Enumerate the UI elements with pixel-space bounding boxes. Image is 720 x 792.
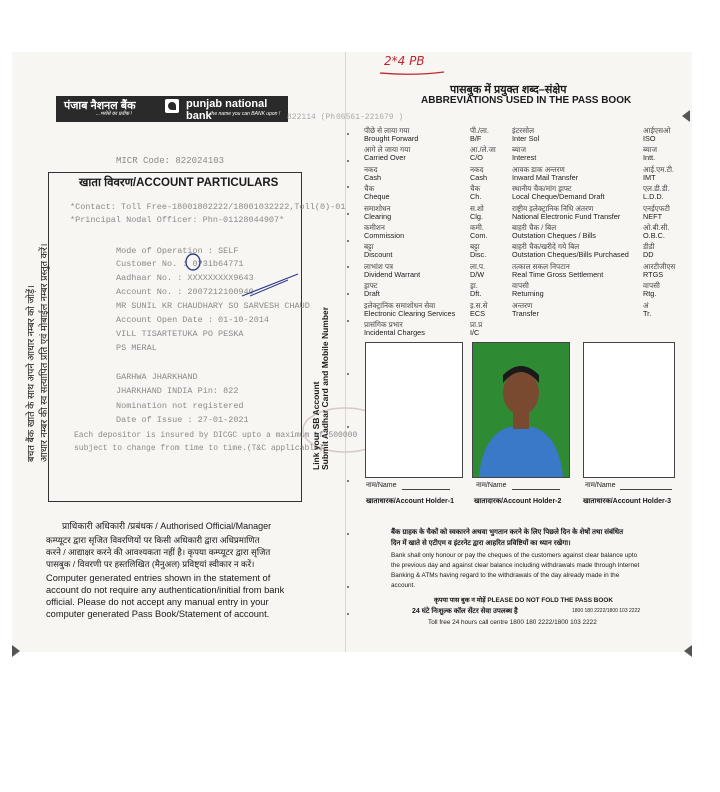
dicgc-insurance-line: Each depositor is insured by DICGC upto a maximum of 500000: [74, 431, 358, 440]
corner-marker: [12, 645, 20, 657]
bank-tagline-english: ...the name you can BANK upon !: [206, 111, 281, 117]
abbr-col1-hindi: पीछे से लाया गया: [364, 126, 410, 135]
abbr-col2-hindi: वापसी: [512, 281, 529, 291]
account-open-date: Account Open Date : 01-10-2014: [116, 315, 270, 325]
abbr-col1-hindi: इलेक्ट्रानिक समाशोधन सेवा: [364, 300, 436, 310]
pnb-logo-icon: [165, 99, 179, 113]
notice-english-line-1: Bank shall only honour or pay the cheques of the customers against clear balance upto: [391, 552, 638, 559]
abbr-col1-hindi: नकद: [364, 164, 378, 174]
abbr-col1-abbr-hindi: इ.स.से: [470, 300, 488, 310]
abbr-col2-abbr-hindi: ब्याज: [643, 145, 657, 155]
account-number: Account No. : 2007212100940: [116, 287, 254, 297]
abbr-col1-hindi: बट्टा: [364, 242, 374, 252]
abbr-col2-abbr-hindi: एनईएफटी: [643, 203, 670, 213]
abbr-col1-abbr: I/C: [470, 328, 480, 337]
abbr-col1-hindi: कमीशन: [364, 223, 385, 232]
abbr-col2-term: Interest: [512, 153, 537, 163]
account-holder-2-label: खातादारक/Account Holder-2: [474, 498, 562, 505]
abbr-col1-abbr: Dft.: [470, 289, 482, 299]
notice-hindi-line-1: बैंक ग्राहक के चैकों को स्वकारने अथवा भुगतान करने के लिए पिछले दिन के शेषों तथा संबंधित: [391, 529, 624, 536]
abbr-col2-abbr: Rtg.: [643, 289, 657, 299]
bank-tagline-hindi: ...भरोसे का प्रतीक !: [96, 111, 132, 117]
abbr-col1-hindi: प्रासंगिक प्रभार: [364, 320, 403, 329]
abbr-col2-term: Inward Mail Transfer: [512, 172, 579, 182]
abbr-col1-hindi: लाभांश पत्र: [364, 261, 394, 271]
abbr-col2-hindi: स्थानीय चैक/मांग ड्राफ्ट: [512, 184, 572, 194]
address-line-2: PS MERAL: [116, 343, 157, 353]
english-disclaimer-line-4: computer generated Pass Book/Statement of account.: [46, 609, 270, 619]
address-line-3: GARHWA JHARKHAND: [116, 372, 198, 382]
abbr-col1-term: Incidental Charges: [364, 328, 425, 337]
abbr-col1-term: Draft: [364, 289, 380, 299]
photo-box-holder-1: [365, 342, 463, 478]
vertical-hindi-note-2: आधार नम्बर की स्व सत्यापित प्रति एवं मोबाईल नम्बर प्रस्तुत करें।: [39, 243, 50, 462]
abbr-col1-term: Brought Forward: [364, 134, 419, 143]
name-label-3: नाम/Name: [585, 482, 616, 489]
notice-hindi-line-2: दिन में खाते से एटीएम व इंटरनेट द्वारा आहरित प्रविष्टियों का ध्यान रखेगा।: [391, 540, 571, 547]
abbr-col2-abbr: RTGS: [643, 269, 664, 279]
account-holder-1-label: खाताधारक/Account Holder-1: [366, 498, 454, 505]
abbr-col2-abbr: ISO: [643, 134, 656, 143]
abbr-col1-abbr-hindi: आ./ले.जा: [470, 145, 496, 155]
abbr-col2-abbr-hindi: वापसी: [643, 281, 660, 291]
abbr-col1-term: Cheque: [364, 192, 390, 202]
abbr-col2-hindi: इंटरसोल: [512, 126, 535, 135]
photo-box-holder-2: [472, 342, 570, 478]
helpline-english: Toll free 24 hours call centre 1800 180 2222/1800 103 2222: [428, 619, 597, 626]
english-disclaimer-line-1: Computer generated entries shown in the statement of: [46, 573, 271, 583]
dicgc-terms-line: subject to change from time to time.(T&C applicable): [74, 444, 324, 453]
branch-code: 822114 (Ph: [287, 113, 336, 122]
abbr-col1-abbr-hindi: प्रा.प्र: [470, 320, 483, 329]
abbr-col1-abbr-hindi: पी./ला.: [470, 126, 489, 135]
abbr-col2-hindi: ब्याज: [512, 145, 526, 155]
abbr-col1-abbr-hindi: बट्टा: [470, 242, 480, 252]
abbr-col1-abbr: Clg.: [470, 211, 483, 221]
abbr-col1-abbr: ECS: [470, 308, 486, 318]
abbr-col1-abbr: Com.: [470, 231, 488, 240]
handwritten-note: 2*4 PB: [384, 54, 425, 68]
abbr-col2-abbr: L.D.D.: [643, 192, 664, 202]
abbr-col2-abbr-hindi: आई.एम.टी.: [643, 164, 675, 174]
abbr-col2-abbr-hindi: ओ.बी.सी.: [643, 223, 670, 232]
abbr-col2-abbr: Intt.: [643, 153, 656, 163]
english-disclaimer-line-2: account do not require any authentication/initial from bank: [46, 585, 285, 595]
abbr-col2-abbr: NEFT: [643, 211, 663, 221]
abbr-col1-hindi: ड्राफ्ट: [364, 281, 378, 291]
nodal-officer-line: *Principal Nodal Officer: Phn-01128044907*: [70, 215, 285, 225]
abbr-col1-hindi: समाशोधन: [364, 203, 391, 213]
submit-aadhaar-note: Submit Aadhar Card and Mobile Number: [320, 306, 330, 470]
abbreviations-title-english: ABBREVIATIONS USED IN THE PASS BOOK: [421, 95, 632, 106]
address-line-1: VILL TISARTETUKA PO PESKA: [116, 329, 244, 339]
issue-date: Date of Issue : 27-01-2021: [116, 415, 249, 425]
account-holder: MR SUNIL KR CHAUDHARY SO SARVESH CHAUD: [116, 301, 310, 311]
abbr-col2-abbr-hindi: अं: [643, 300, 649, 310]
account-holder-3-label: खाताधारक/Account Holder-3: [583, 498, 671, 505]
abbr-col1-term: Electronic Clearing Services: [364, 308, 456, 318]
bank-banner: [56, 96, 288, 122]
name-label-2: नाम/Name: [476, 482, 507, 489]
customer-number: Customer No. : 0?3ib64771: [116, 259, 244, 269]
abbreviations-title-hindi: पासबुक में प्रयुक्त शब्द–संक्षेप: [450, 84, 567, 96]
abbr-col2-hindi: बाहरी चैक/खरीदे गये बिल: [512, 242, 580, 252]
abbr-col2-term: Real Time Gross Settlement: [512, 269, 604, 279]
abbr-col2-abbr: O.B.C.: [643, 231, 665, 240]
abbr-col1-abbr-hindi: स.शो: [470, 203, 484, 213]
abbr-col2-term: Local Cheque/Demand Draft: [512, 192, 605, 202]
abbr-col1-abbr-hindi: चैक: [470, 184, 481, 194]
abbr-col1-hindi: चैक: [364, 184, 375, 194]
abbr-col2-abbr: DD: [643, 250, 654, 260]
abbr-col2-hindi: बाहरी चैक / बिल: [512, 223, 557, 232]
abbr-col2-abbr-hindi: एल.डी.डी.: [643, 184, 670, 194]
abbr-col1-abbr: C/O: [470, 153, 483, 163]
abbr-col1-abbr-hindi: ला.प.: [470, 261, 486, 271]
abbr-col1-abbr: Disc.: [470, 250, 487, 260]
abbr-col2-term: Transfer: [512, 308, 539, 318]
abbr-col2-term: National Electronic Fund Transfer: [512, 211, 621, 221]
abbr-col1-abbr: D/W: [470, 269, 485, 279]
photo-box-holder-3: [583, 342, 675, 478]
corner-marker: [682, 110, 690, 122]
abbr-col2-abbr: IMT: [643, 172, 656, 182]
notice-english-line-4: account.: [391, 582, 416, 589]
fold-warning: कृपया पास बुक न मोड़ें PLEASE DO NOT FOLD THE PASS BOOK: [434, 597, 613, 604]
vertical-hindi-note-1: बचत बैंक खाते के साथ अपने आधार नम्बर को जोड़ें।: [26, 285, 37, 462]
abbr-col1-term: Dividend Warrant: [364, 269, 421, 279]
abbr-col1-term: Clearing: [364, 211, 392, 221]
abbr-col1-hindi: आगे ले जाया गया: [364, 145, 411, 155]
hindi-disclaimer-line-1: कम्प्यूटर द्वारा सृजित विवरणियों पर किसी अधिकारी द्वारा अधिप्रमाणित: [46, 535, 260, 545]
abbr-col1-term: Carried Over: [364, 153, 406, 163]
abbr-col1-abbr: B/F: [470, 134, 482, 143]
abbr-col2-abbr-hindi: आरटीजीएस: [643, 261, 676, 271]
notice-english-line-2: the previous day and against clear balance including withdrawals made through Internet: [391, 562, 640, 569]
micr-code: MICR Code: 822024103: [116, 156, 225, 166]
abbr-col1-term: Cash: [364, 172, 382, 182]
hindi-disclaimer-line-3: पासबुक / विवरणी पर हस्तलिखित (मैनुअल) प्रविष्ट्यां स्वीकार न करें।: [46, 559, 255, 569]
hindi-disclaimer-line-2: करने / आद्याक्षर करने की आवश्यकता नहीं है। कृपया कम्प्यूटर द्वारा सृजित: [46, 547, 271, 557]
abbr-col2-hindi: तत्काल सकल निपटान: [512, 261, 570, 271]
abbr-col1-abbr-hindi: नकद: [470, 164, 484, 174]
corner-marker: [684, 645, 692, 657]
notice-english-line-3: Banking & ATMs having regard to the withdrawals of the day already made in the: [391, 572, 620, 579]
bank-name-english: punjab national bank: [186, 98, 268, 122]
mode-of-operation: Mode of Operation : SELF: [116, 246, 239, 256]
abbr-col2-hindi: अन्तरण: [512, 300, 533, 310]
abbr-col2-abbr: Tr.: [643, 308, 652, 318]
branch-phone: 06561-221679 ): [336, 113, 404, 122]
authorised-official: प्राधिकारी अधिकारी /प्रबंधक / Authorised Official/Manager: [62, 521, 272, 531]
abbr-col2-term: Outstation Cheques/Bills Purchased: [512, 250, 629, 260]
aadhaar-number: Aadhaar No. : XXXXXXXXX9643: [116, 273, 254, 283]
abbr-col2-term: Returning: [512, 289, 544, 299]
contact-line: *Contact: Toll Free-18001802222/18001032222,Toll(0)-01: [70, 202, 346, 212]
handwritten-underline: [378, 70, 448, 76]
abbr-col1-term: Discount: [364, 250, 393, 260]
abbr-col1-abbr: Ch.: [470, 192, 482, 202]
account-particulars-title: खाता विवरण/ACCOUNT PARTICULARS: [76, 175, 281, 190]
abbr-col1-term: Commission: [364, 231, 405, 240]
abbr-col1-abbr: Cash: [470, 172, 488, 182]
abbr-col2-hindi: राष्ट्रीय इलेक्ट्रानिक निधि अंतरण: [512, 203, 594, 213]
abbr-col2-abbr-hindi: आईएसओ: [643, 126, 671, 135]
english-disclaimer-line-3: official. Please do not accept any manual entry in your: [46, 597, 269, 607]
abbr-col2-term: Inter Sol: [512, 134, 540, 143]
helpline-numbers: 1800 180 2222/1800 103 2222: [572, 608, 641, 614]
page-fold: [345, 52, 346, 652]
bank-name-hindi: पंजाब नैशनल बैंक: [64, 100, 136, 112]
address-line-4: JHARKHAND INDIA Pin: 822: [116, 386, 239, 396]
helpline-hindi: 24 घंटे निःशुल्क कॉल सेंटर सेवा उपलब्ध है: [412, 608, 518, 615]
abbr-col2-abbr-hindi: डीडी: [643, 242, 655, 252]
name-label-1: नाम/Name: [366, 482, 397, 489]
account-holder-photo: [473, 343, 569, 477]
abbr-col1-abbr-hindi: ड्रा.: [470, 281, 478, 291]
abbr-col2-term: Outstation Cheques / Bills: [512, 231, 596, 240]
abbr-col1-abbr-hindi: कमी.: [470, 223, 484, 232]
nomination-status: Nomination not registered: [116, 401, 244, 411]
link-sb-account-note: Link your SB Account: [311, 381, 321, 470]
pen-annotations: [180, 252, 310, 302]
abbr-col2-hindi: आवक डाक अन्तरण: [512, 164, 565, 174]
